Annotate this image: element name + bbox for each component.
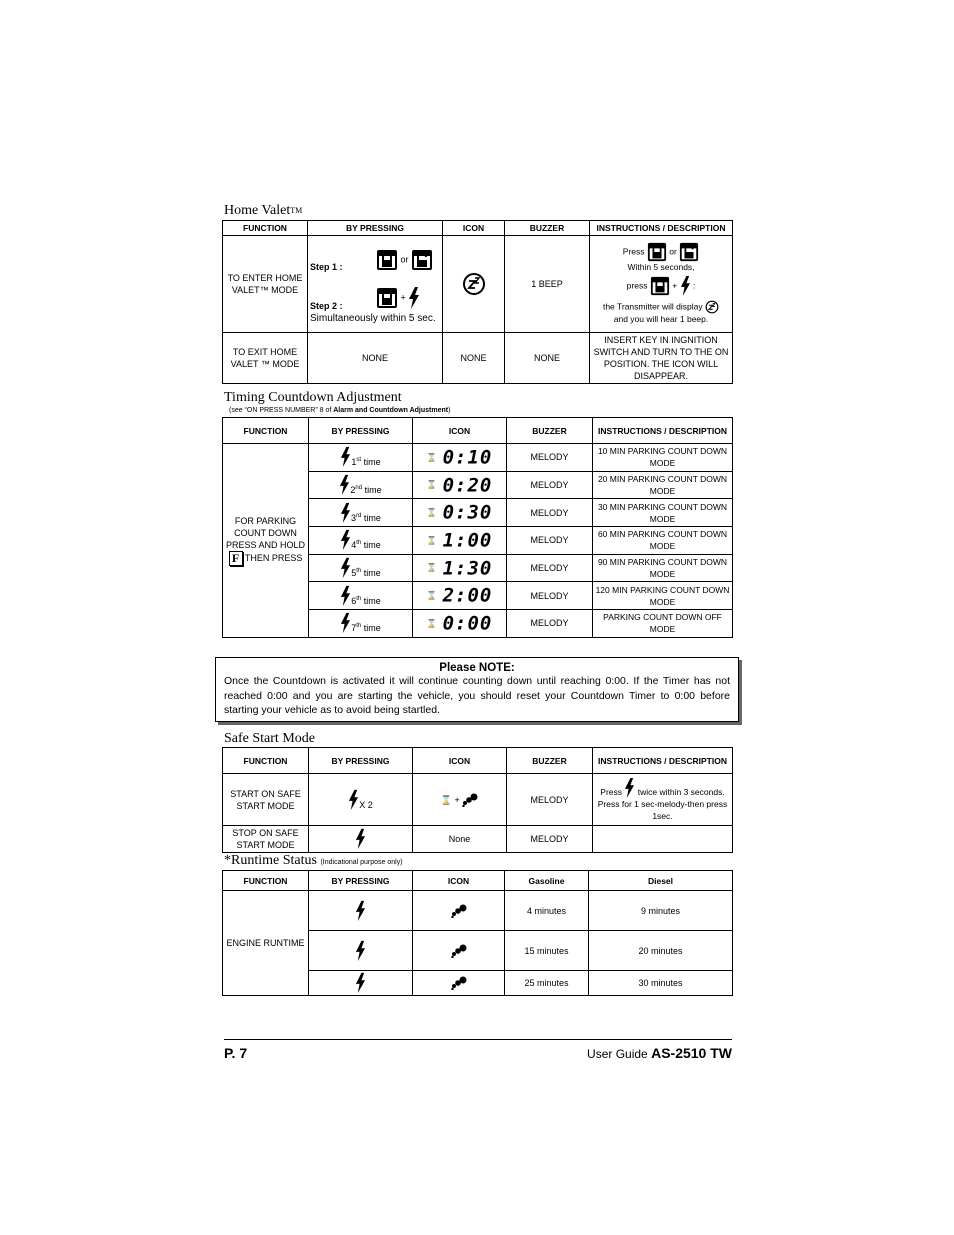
then-press-text: THEN PRESS [244, 552, 303, 563]
timing-description: 20 MIN PARKING COUNT DOWN MODE [593, 471, 733, 499]
enter-home-valet-icon [443, 236, 505, 333]
timing-description: 10 MIN PARKING COUNT DOWN MODE [593, 444, 733, 472]
exhaust-smoke-icon [451, 904, 467, 918]
plus-label: + [454, 794, 460, 805]
home-valet-title: Home Valet™ [224, 203, 303, 218]
runtime-gasoline: 15 minutes [505, 931, 589, 971]
table-row [223, 826, 733, 853]
enter-home-valet-instructions [590, 236, 733, 333]
header-icon: ICON [413, 748, 507, 774]
header-buzzer: BUZZER [507, 748, 593, 774]
safe-start-stop-buzzer: MELODY [507, 826, 593, 853]
header-function: FUNCTION [223, 221, 308, 236]
timing-description: 30 MIN PARKING COUNT DOWN MODE [593, 499, 733, 527]
note-title: Please NOTE: [439, 662, 515, 674]
header-instructions: INSTRUCTIONS / DESCRIPTION [590, 221, 733, 236]
lcd-display: 0:00 [442, 612, 493, 635]
page-number: P. 7 [224, 1045, 248, 1061]
lightning-button-icon [340, 502, 351, 524]
zz-sleep-icon [462, 272, 486, 296]
hourglass-icon: ⌛ [426, 535, 437, 545]
lcd-display: 2:00 [442, 585, 493, 608]
timing-icon [413, 554, 507, 582]
timing-icon [413, 499, 507, 527]
timing-buzzer: MELODY [507, 444, 593, 472]
instr-display-text: the Transmitter will display [602, 300, 703, 311]
header-buzzer: BUZZER [507, 418, 593, 444]
safe-start-stop-instructions [593, 826, 733, 853]
timing-icon [413, 582, 507, 610]
lightning-button-icon [340, 529, 351, 551]
table-row [223, 444, 733, 472]
safe-start-start-function: START ON SAFE START MODE [223, 774, 309, 826]
step1-label: Step 1 : [310, 262, 343, 272]
lightning-button-icon [340, 446, 351, 468]
exit-home-valet-function: TO EXIT HOME VALET ™ MODE [223, 333, 308, 384]
lightning-button-icon [355, 940, 366, 962]
unlock-button-icon [411, 249, 433, 271]
instr-press2-text: press [626, 279, 648, 290]
header-icon: ICON [413, 418, 507, 444]
table-row [223, 333, 733, 384]
lcd-display: 0:10 [442, 446, 493, 469]
exhaust-smoke-icon [451, 944, 467, 958]
runtime-gasoline: 25 minutes [505, 971, 589, 996]
timing-pressing [309, 554, 413, 582]
timing-icon [413, 471, 507, 499]
header-instructions: INSTRUCTIONS / DESCRIPTION [593, 418, 733, 444]
lightning-button-icon [355, 972, 366, 994]
safe-start-stop-function: STOP ON SAFE START MODE [223, 826, 309, 853]
hourglass-icon: ⌛ [426, 452, 437, 462]
header-by-pressing: BY PRESSING [309, 871, 413, 891]
safe-start-start-instructions [593, 774, 733, 826]
f-key-icon: F [229, 551, 243, 566]
runtime-icon [413, 931, 505, 971]
table-row [223, 891, 733, 931]
header-function: FUNCTION [223, 748, 309, 774]
timing-buzzer: MELODY [507, 499, 593, 527]
lightning-button-icon [680, 276, 691, 296]
timing-pressing [309, 610, 413, 638]
header-instructions: INSTRUCTIONS / DESCRIPTION [593, 748, 733, 774]
timing-countdown-title: Timing Countdown Adjustment [224, 390, 402, 405]
header-diesel: Diesel [589, 871, 733, 891]
lightning-button-icon [355, 828, 366, 850]
press-ordinal: 7th time [351, 623, 381, 634]
unlock-button-icon [679, 242, 699, 262]
runtime-icon [413, 891, 505, 931]
exit-home-valet-instructions: INSERT KEY IN INGNITION SWITCH AND TURN TO THE ON POSITION. THE ICON WILL DISAPPEAR. [590, 333, 733, 384]
safe-start-title: Safe Start Mode [224, 731, 315, 746]
header-icon: ICON [443, 221, 505, 236]
timing-buzzer: MELODY [507, 582, 593, 610]
model-label: AS-2510 TW [651, 1045, 732, 1061]
safe-start-stop-icon: None [413, 826, 507, 853]
step2-label: Step 2 : [310, 301, 343, 311]
safe-start-start-icon [413, 774, 507, 826]
lock-button-icon [647, 242, 667, 262]
header-by-pressing: BY PRESSING [309, 748, 413, 774]
enter-home-valet-buzzer: 1 BEEP [505, 236, 590, 333]
instr-colon-text: : [692, 279, 696, 290]
header-by-pressing: BY PRESSING [308, 221, 443, 236]
safe-start-start-buzzer: MELODY [507, 774, 593, 826]
timing-buzzer: MELODY [507, 610, 593, 638]
instr-press-text: Press [622, 245, 645, 256]
press-ordinal: 6th time [351, 595, 381, 606]
timing-description: 60 MIN PARKING COUNT DOWN MODE [593, 527, 733, 555]
runtime-function: ENGINE RUNTIME [223, 891, 309, 996]
runtime-icon [413, 971, 505, 996]
hourglass-icon: ⌛ [426, 618, 437, 628]
instr-press-text: Press [600, 786, 623, 797]
header-icon: ICON [413, 871, 505, 891]
header-buzzer: BUZZER [505, 221, 590, 236]
runtime-diesel: 9 minutes [589, 891, 733, 931]
exit-home-valet-buzzer: NONE [505, 333, 590, 384]
table-row [223, 236, 733, 333]
timing-countdown-subnote: (see “ON PRESS NUMBER” 8 of Alarm and Countdown Adjustment) [229, 407, 451, 414]
times-two-label: X 2 [359, 799, 373, 810]
note-text: Once the Countdown is activated it will continue counting down until reaching 0:00. If the Timer has not reached 0:00 and you are starting the vehicle, you should reset your Countdown Timer to 0:00 before starting your vehicle as to avoid being startled. [224, 675, 730, 716]
footer-divider [224, 1039, 732, 1040]
hourglass-icon: ⌛ [440, 794, 452, 805]
exhaust-smoke-icon [451, 976, 467, 990]
timing-pressing [309, 444, 413, 472]
zz-sleep-icon [705, 300, 719, 314]
press-ordinal: 5th time [351, 568, 381, 579]
safe-start-start-pressing [309, 774, 413, 826]
please-note-box [215, 657, 739, 722]
timing-icon [413, 610, 507, 638]
lightning-button-icon [355, 900, 366, 922]
instr-rest-text: twice within 3 seconds. Press for 1 sec-melody-then press 1sec. [597, 786, 728, 821]
timing-function-text: FOR PARKING COUNT DOWN PRESS AND HOLD [225, 515, 306, 550]
lcd-display: 1:30 [442, 557, 493, 580]
lightning-button-icon [340, 585, 351, 607]
enter-home-valet-pressing [308, 236, 443, 333]
lightning-button-icon [624, 778, 635, 798]
hourglass-icon: ⌛ [426, 563, 437, 573]
lcd-display: 1:00 [442, 529, 493, 552]
instr-or-text: or [669, 245, 677, 256]
timing-pressing [309, 582, 413, 610]
timing-buzzer: MELODY [507, 527, 593, 555]
lock-button-icon [376, 287, 398, 309]
hourglass-icon: ⌛ [426, 508, 437, 518]
timing-description: 90 MIN PARKING COUNT DOWN MODE [593, 554, 733, 582]
press-ordinal: 4th time [351, 540, 381, 551]
timing-pressing [309, 471, 413, 499]
timing-description: 120 MIN PARKING COUNT DOWN MODE [593, 582, 733, 610]
timing-buzzer: MELODY [507, 471, 593, 499]
press-ordinal: 2nd time [350, 485, 382, 496]
lightning-button-icon [339, 474, 350, 496]
plus-label: + [400, 292, 406, 303]
header-gasoline: Gasoline [505, 871, 589, 891]
runtime-gasoline: 4 minutes [505, 891, 589, 931]
runtime-status-table [222, 870, 733, 996]
header-function: FUNCTION [223, 418, 309, 444]
lightning-button-icon [408, 287, 420, 309]
timing-pressing [309, 499, 413, 527]
hourglass-icon: ⌛ [426, 591, 437, 601]
runtime-pressing [309, 891, 413, 931]
header-by-pressing: BY PRESSING [309, 418, 413, 444]
timing-countdown-table [222, 417, 733, 638]
timing-buzzer: MELODY [507, 554, 593, 582]
timing-icon [413, 527, 507, 555]
instr-within-text: Within 5 seconds, [627, 261, 695, 272]
lcd-display: 0:20 [442, 474, 493, 497]
simultaneously-label: Simultaneously within 5 sec. [310, 313, 436, 324]
lightning-button-icon [340, 612, 351, 634]
guide-label: User Guide [587, 1047, 648, 1061]
press-ordinal: 3rd time [351, 512, 381, 523]
hourglass-icon: ⌛ [426, 480, 437, 490]
safe-start-stop-pressing [309, 826, 413, 853]
lcd-display: 0:30 [442, 502, 493, 525]
lock-button-icon [376, 249, 398, 271]
instr-beep-text: and you will hear 1 beep. [613, 313, 709, 324]
runtime-diesel: 30 minutes [589, 971, 733, 996]
table-row [223, 774, 733, 826]
press-ordinal: 1st time [351, 457, 381, 468]
runtime-pressing [309, 931, 413, 971]
header-function: FUNCTION [223, 871, 309, 891]
safe-start-table [222, 747, 733, 853]
instr-plus-text: + [672, 279, 678, 290]
exit-home-valet-pressing: NONE [308, 333, 443, 384]
lightning-button-icon [348, 789, 359, 811]
lightning-button-icon [340, 557, 351, 579]
footer-guide [587, 1045, 732, 1061]
exhaust-smoke-icon [462, 793, 478, 807]
lock-button-icon [650, 276, 670, 296]
timing-icon [413, 444, 507, 472]
or-label: or [400, 254, 409, 265]
timing-function [223, 444, 309, 638]
runtime-pressing [309, 971, 413, 996]
runtime-status-title: *Runtime Status (Indicational purpose only) [224, 853, 403, 868]
exit-home-valet-icon: NONE [443, 333, 505, 384]
enter-home-valet-function: TO ENTER HOME VALET™ MODE [223, 236, 308, 333]
home-valet-table [222, 220, 733, 384]
timing-description: PARKING COUNT DOWN OFF MODE [593, 610, 733, 638]
runtime-diesel: 20 minutes [589, 931, 733, 971]
timing-pressing [309, 527, 413, 555]
